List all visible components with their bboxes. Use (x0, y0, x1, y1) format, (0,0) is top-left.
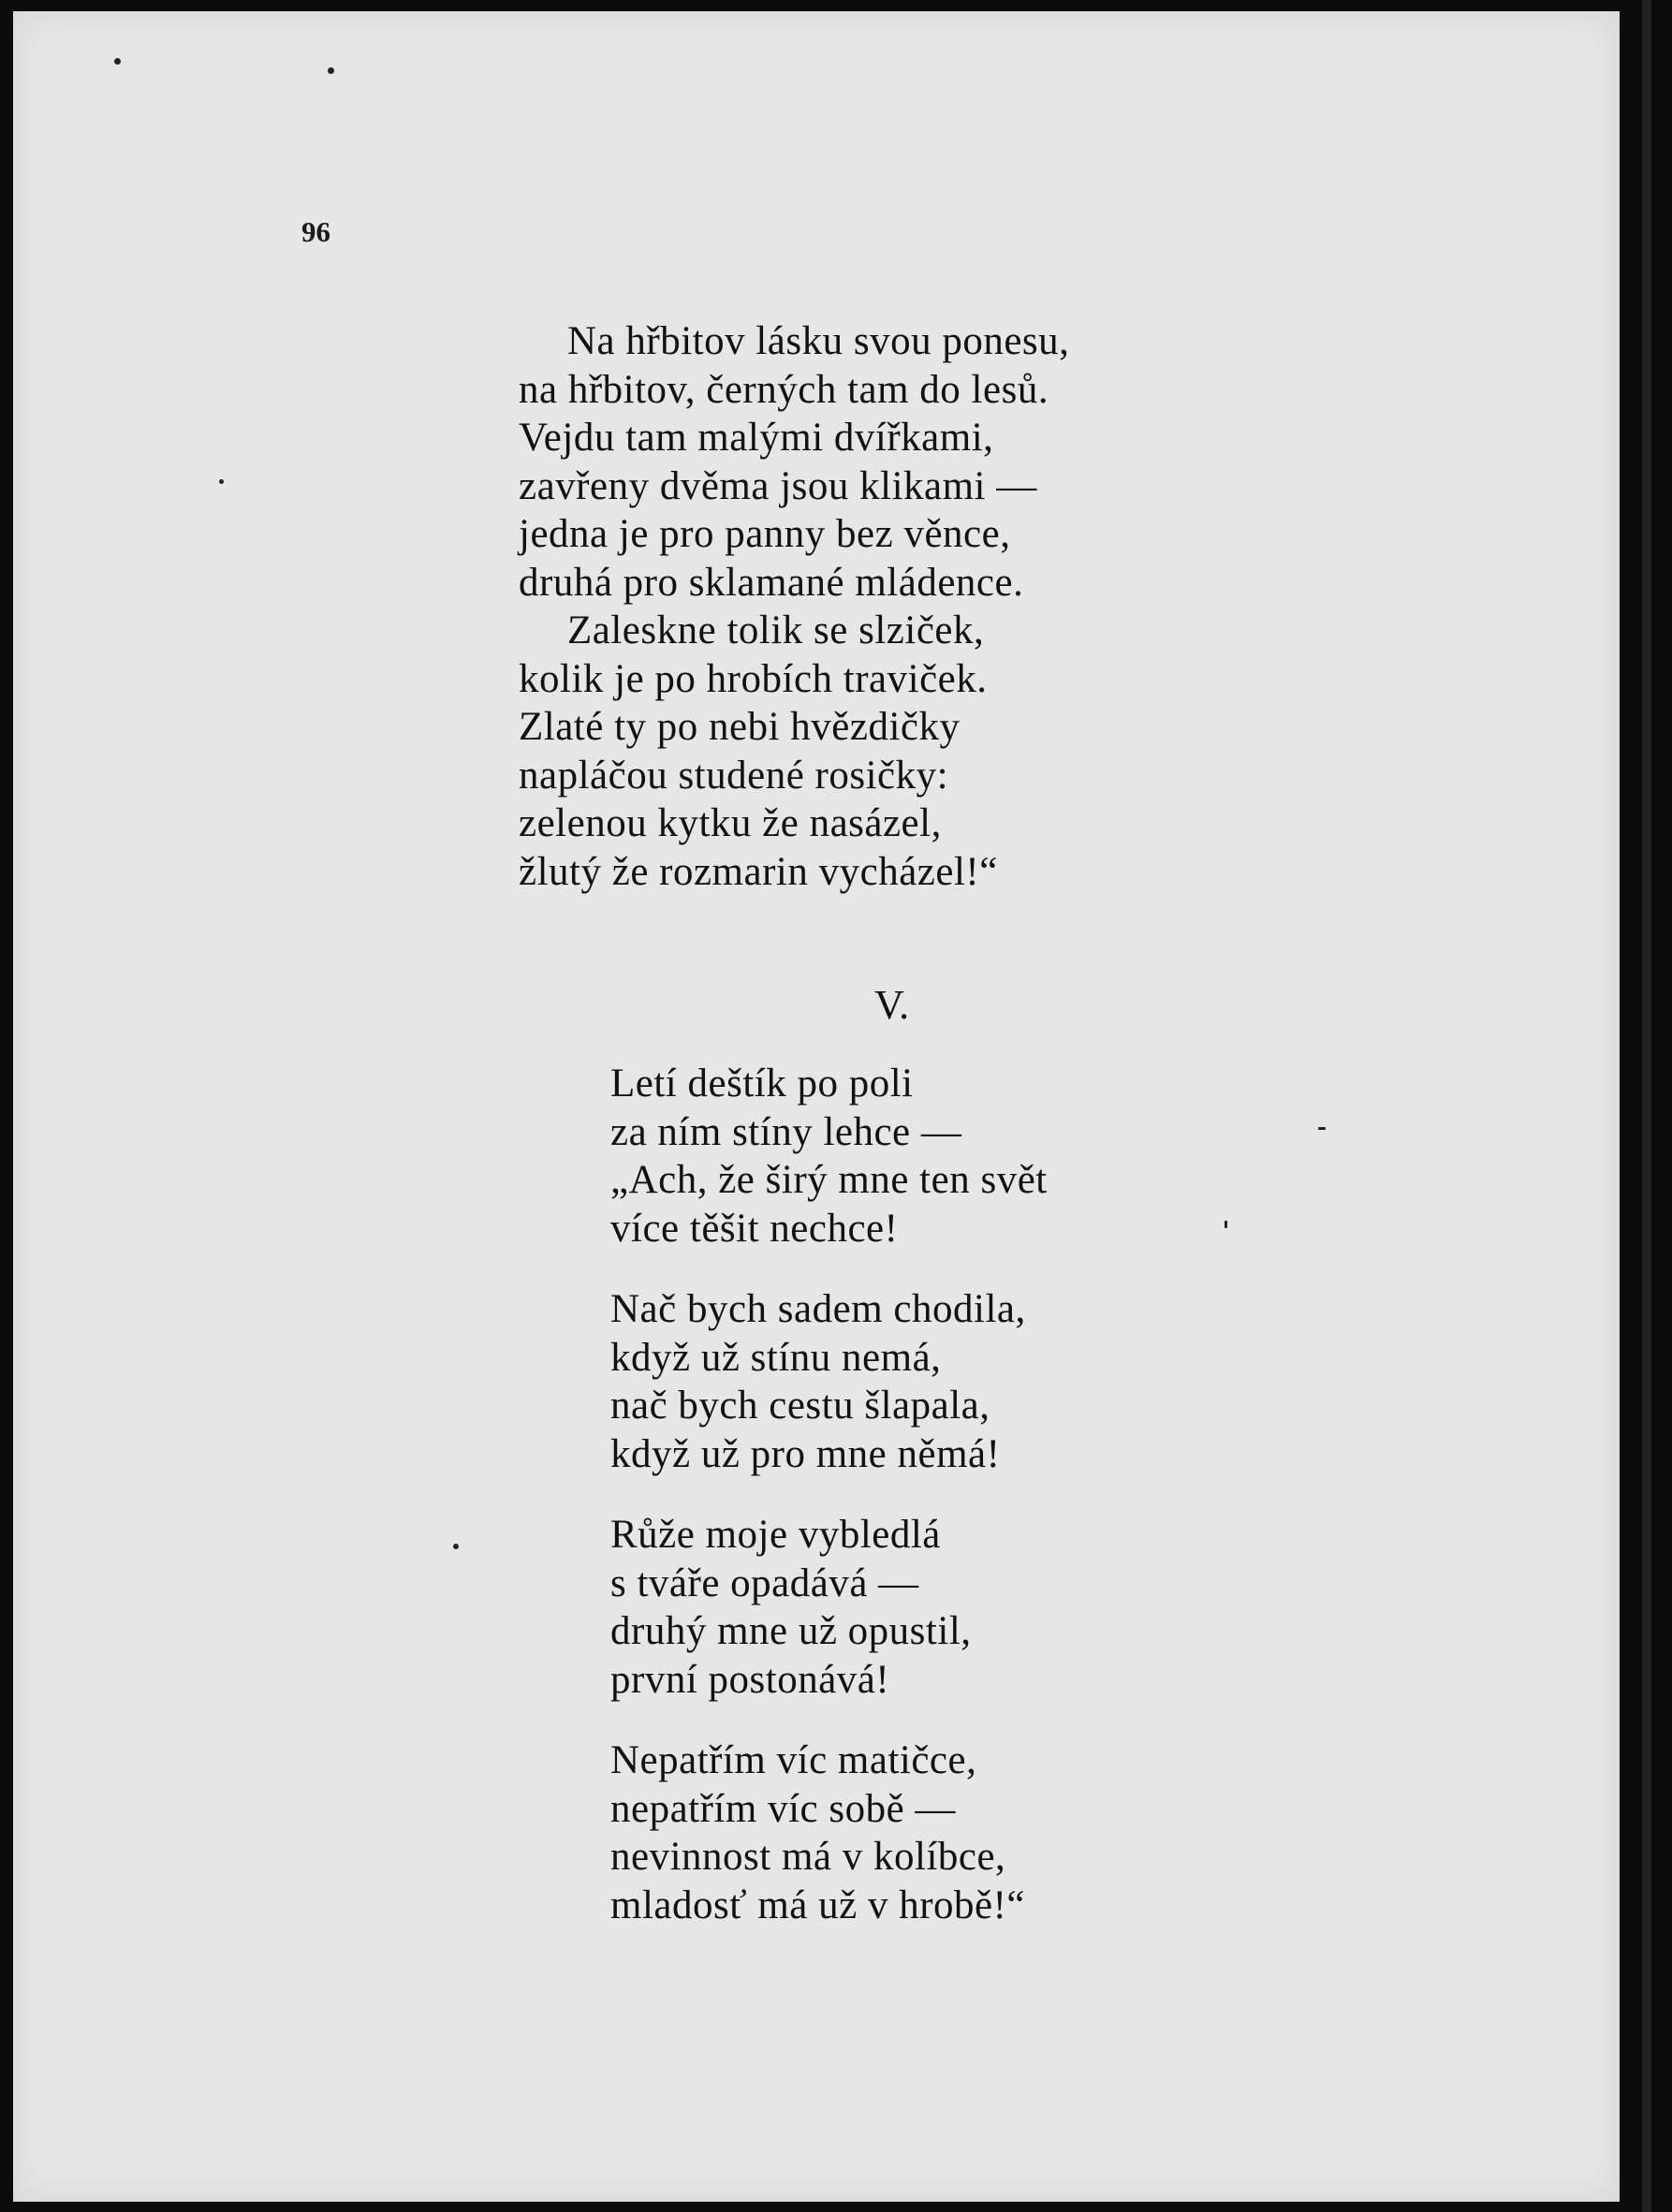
poem-line: Nač bych sadem chodila, (610, 1287, 1026, 1331)
poem-line: Růže moje vybledlá (610, 1513, 941, 1557)
poem-line: nepatřím víc sobě — (610, 1786, 956, 1831)
poem-line: Nepatřím víc matičce, (610, 1738, 977, 1782)
stanza (610, 1511, 1048, 1704)
scan-speck (1318, 1127, 1326, 1130)
poem-line: Letí deštík po poli (610, 1062, 914, 1106)
poem-line: za ním stíny lehce — (610, 1109, 962, 1154)
poem-line: nač bych cestu šlapala, (610, 1384, 990, 1428)
poem-line: Na hřbitov lásku svou ponesu, (567, 319, 1070, 363)
stanza (610, 1060, 1048, 1252)
poem-line: Vejdu tam malými dvířkami, (519, 416, 994, 460)
poem-line: na hřbitov, černých tam do lesů. (519, 367, 1049, 412)
stanza (610, 1285, 1048, 1478)
poem-line: druhý mne už opustil, (610, 1609, 972, 1653)
section-v-poem (610, 1060, 1048, 1962)
page-number: 96 (301, 215, 330, 248)
poem-line: mladosť má už v hrobě!“ (610, 1882, 1026, 1927)
poem-line: zelenou kytku že nasázel, (519, 801, 942, 845)
poem-line: Zaleskne tolik se slziček, (567, 608, 985, 652)
poem-line: když už stínu nemá, (610, 1335, 942, 1380)
poem-line: Zlaté ty po nebi hvězdičky (519, 705, 961, 749)
scan-speck (219, 479, 224, 484)
poem-line: první postonává! (610, 1657, 890, 1702)
poem-line: druhá pro sklamané mládence. (519, 560, 1024, 605)
scan-speck (114, 58, 121, 65)
poem-line: jedna je pro panny bez věnce, (519, 512, 1011, 556)
section-title: V. (874, 982, 910, 1028)
poem-line: když už pro mne němá! (610, 1431, 1001, 1476)
poem-line: žlutý že rozmarin vycházel!“ (519, 849, 998, 894)
top-poem (519, 317, 1069, 896)
poem-line: s tváře opadává — (610, 1560, 919, 1605)
stanza (610, 1736, 1048, 1929)
book-page (13, 11, 1620, 2202)
poem-line: zavřeny dvěma jsou klikami — (519, 463, 1037, 508)
scan-speck (328, 67, 334, 74)
poem-line: více těšit nechce! (610, 1206, 899, 1251)
poem-line: kolik je po hrobích traviček. (519, 656, 988, 701)
page-edge (1642, 0, 1651, 2212)
poem-line: „Ach, že širý mne ten svět (610, 1158, 1048, 1202)
poem-line: napláčou studené rosičky: (519, 753, 949, 798)
scan-speck (1225, 1221, 1227, 1228)
poem-line: nevinnost má v kolíbce, (610, 1835, 1006, 1879)
scan-speck (453, 1544, 459, 1549)
